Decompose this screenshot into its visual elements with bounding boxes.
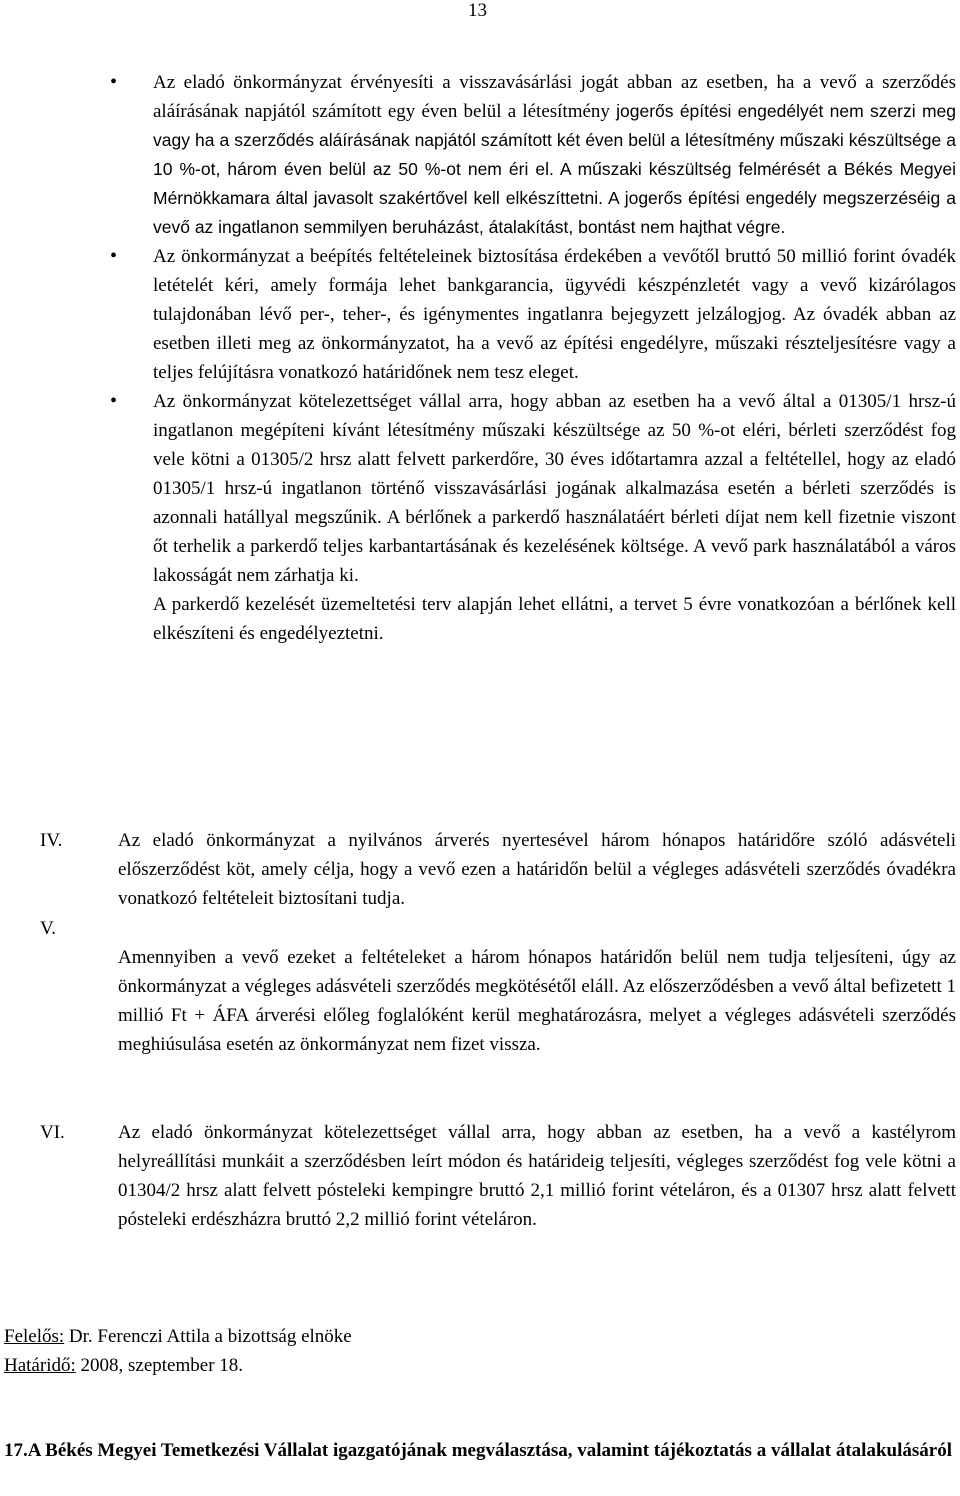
responsible-line <box>4 1322 954 1351</box>
responsible-label: Felelős: <box>4 1326 65 1347</box>
section-iv <box>40 826 956 913</box>
section-vi <box>40 1118 956 1234</box>
bullet-icon: • <box>110 390 118 412</box>
bullet-item-1 <box>110 68 956 242</box>
responsibility-block <box>4 1322 954 1380</box>
section-v <box>40 914 956 1059</box>
agenda-item-heading: 17.A Békés Megyei Temetkezési Vállalat igazgatójának megválasztása, valamint tájékoztatás a vállalat átalakulásáról <box>4 1440 952 1461</box>
section-number: V. <box>40 918 57 939</box>
bullet-text: Az önkormányzat a beépítés feltételeinek biztosítása érdekében a vevőtől bruttó 50 millió forint óvadék letételét kéri, amely formája lehet bankgarancia, ügyvédi készpénzletét vagy a vevő kizárólagos tulajdonában lévő per-, teher-, és igénymentes ingatlanra bejegyzett jelzálogjog. Az óvadék abban az esetben illeti meg az önkormányzatot, ha a vevő az építési engedélyre, műszaki részteljesítésre vagy a teljes felújításra vonatkozó határidőnek nem tesz eleget. <box>153 246 956 383</box>
bullet-text-sans: jogerős építési engedélyét nem szerzi meg vagy ha a szerződés aláírásának napjától számított két éven belül a létesítmény műszaki készültsége a 10 %-ot, három éven belül az 50 %-ot nem éri el. A műszaki készültség felmérését a Békés Megyei Mérnökkamara által javasolt szakértővel kell elkészíttetni. A jogerős építési engedély megszerzéséig a vevő az ingatlanon semmilyen beruházást, átalakítást, bontást nem hajthat végre. <box>153 101 956 237</box>
bullet-icon: • <box>110 245 118 267</box>
page-number: 13 <box>468 0 487 21</box>
section-text: Amennyiben a vevő ezeket a feltételeket a három hónapos határidőn belül nem tudja teljesíteni, úgy az önkormányzat a végleges adásvételi szerződés megkötésétől eláll. Az előszerződésben a vevő által befizetett 1 millió Ft + ÁFA árverési előleg foglalóként kerül meghatározásra, melyet a végleges adásvételi szerződés meghiúsulása esetén az önkormányzat nem fizet vissza. <box>118 947 956 1055</box>
bullet-text <box>153 68 956 242</box>
bullet-list <box>110 68 956 648</box>
deadline-label: Határidő: <box>4 1355 76 1376</box>
section-text: Az eladó önkormányzat kötelezettséget vállal arra, hogy abban az esetben, ha a vevő a kastélyrom helyreállítási munkáit a szerződésben leírt módon és határideig teljesíti, végleges szerződést fog vele kötni a 01304/2 hrsz alatt felvett pósteleki kempingre bruttó 2,1 millió forint vételáron, és a 01307 hrsz alatt felvett pósteleki erdészházra bruttó 2,2 millió forint vételáron. <box>118 1122 956 1230</box>
bullet-text-serif: Az eladó önkormányzat érvényesíti a visszavásárlási jogát abban az esetben, ha a vevő a szerződés aláírásának napjától számított egy éven belül a létesítmény <box>153 72 956 122</box>
section-text: Az eladó önkormányzat a nyilvános árverés nyertesével három hónapos határidőre szóló adásvételi előszerződést köt, amely célja, hogy a vevő ezen a határidőn belül a végleges adásvételi szerződés óvadékra vonatkozó feltételeit biztosítani tudja. <box>118 830 956 909</box>
bullet-item-2 <box>110 242 956 387</box>
responsible-value: Dr. Ferenczi Attila a bizottság elnöke <box>64 1326 352 1347</box>
bullet-text: Az önkormányzat kötelezettséget vállal arra, hogy abban az esetben ha a vevő által a 01305/1 hrsz-ú ingatlanon megépíteni kívánt létesítmény műszaki készültsége az 50 %-ot eléri, bérleti szerződést fog vele kötni a 01305/2 hrsz alatt felvett parkerdőre, 30 éves időtartamra azzal a feltétellel, hogy az eladó 01305/1 hrsz-ú ingatlanon történő visszavásárlási jogának alkalmazása esetén a bérleti szerződés is azonnali hatállyal megszűnik. A bérlőnek a parkerdő használatáért bérleti díjat nem kell fizetnie viszont őt terhelik a parkerdő teljes karbantartásának és kezelésének költsége. A vevő park használatából a város lakosságát nem zárhatja ki. <box>153 391 956 586</box>
deadline-line <box>4 1351 954 1380</box>
bullet-item-3 <box>110 387 956 590</box>
bullet-note: A parkerdő kezelését üzemeltetési terv alapján lehet ellátni, a tervet 5 évre vonatkozóan a bérlőnek kell elkészíteni és engedélyeztetni. <box>153 594 956 644</box>
section-number: VI. <box>40 1122 65 1143</box>
bullet-icon: • <box>110 71 118 93</box>
section-number: IV. <box>40 830 63 851</box>
deadline-value: 2008, szeptember 18. <box>75 1355 244 1376</box>
